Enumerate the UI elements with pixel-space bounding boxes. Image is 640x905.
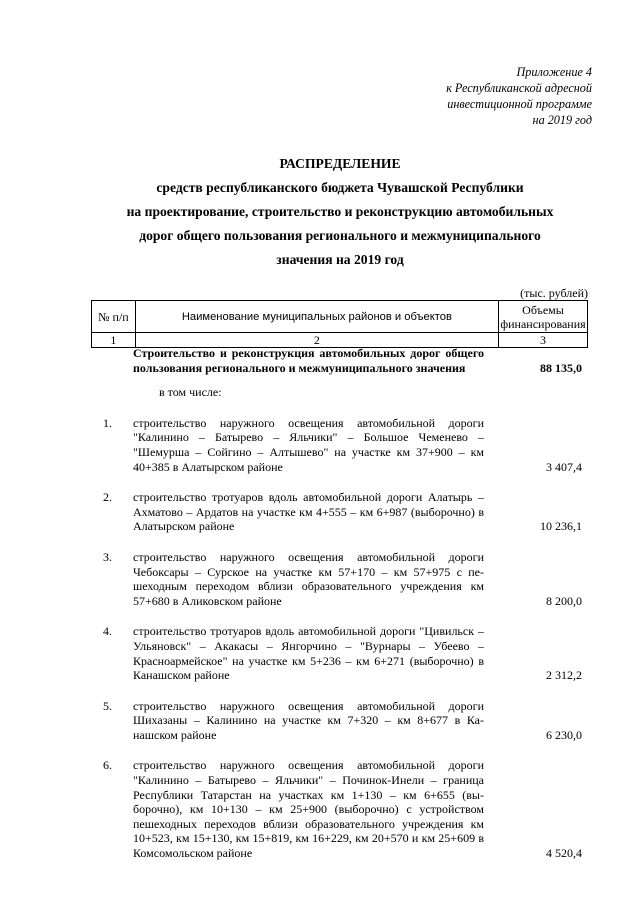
title-line: средств республиканского бюджета Чувашской Республики [156,180,524,195]
document-title [40,152,640,272]
header-num: № п/п [92,301,136,333]
row-value: 3 407,4 [546,459,582,474]
row-value: 8 200,0 [546,593,582,608]
appendix-note [380,64,592,128]
header-index: 2 [135,333,498,348]
row-value: 6 230,0 [546,727,582,742]
row-number: 1. [103,415,112,430]
title-line: значения на 2019 год [276,252,404,267]
row-number: 4. [103,624,112,639]
header-index: 3 [499,333,588,348]
title-line: на проектирование, строительство и реконструкцию автомобильных [126,204,554,219]
row-value: 2 312,2 [546,668,582,683]
row-name: строительство наружного освещения автомобильной дороги "Калинино – Батырево – Яльчики" – Починок-Инели – граница Республики Татарстан на участках км 1+130 – км 6+655 (выборочно), км 10+130 – км 25+900 (выборочно) с устройством пешеходных переходов вблизи образовательного учреждения км 10+523, км 15+130, км 15+819, км 16+229, км 20+570 и км 25+609 в Комсомольском районе [133,758,484,861]
row-number: 3. [103,549,112,564]
title-heading: РАСПРЕДЕЛЕНИЕ [279,156,401,171]
table-body [91,346,588,861]
row-name: строительство тротуаров вдоль автомобильной дороги "Цивильск – Ульяновск" – Акакасы – Янгорчино – "Вурнары – Убеево – Красноармейское" на участке км 5+236 – км 6+271 (выборочно) в Канашском районе [133,624,484,683]
row-name: строительство наружного освещения автомобильной дороги Чебоксары – Сурское на участке км 57+170 – км 57+975 с пешеходным переходом вблизи образовательного учреждения км 57+680 в Аликовском районе [133,549,484,608]
appendix-line: на 2019 год [532,113,592,127]
header-name: Наименование муниципальных районов и объектов [135,301,498,333]
row-number: 5. [103,698,112,713]
including-label: в том числе: [159,385,222,400]
row-value: 4 520,4 [546,846,582,861]
header-volume: Объемы финансирования [500,302,586,331]
appendix-line: к Республиканской адресной [446,81,592,95]
table-row [91,550,588,608]
table-header [91,300,588,348]
appendix-line: Приложение 4 [516,65,592,79]
title-line: дорог общего пользования регионального и межмуниципального [139,228,541,243]
units-label: (тыс. рублей) [520,286,588,300]
section-total: 88 135,0 [540,360,582,375]
row-name: строительство наружного освещения автомобильной дороги "Калинино – Батырево – Яльчики" – Большое Чеменево – "Шемурша – Сойгино – Алтышево" на участке км 37+900 – км 40+385 в Алатырском районе [133,415,484,474]
row-number: 2. [103,490,112,505]
row-name: строительство тротуаров вдоль автомобильной дороги Алатырь – Ахматово – Ардатов на участке км 4+555 – км 6+987 (выборочно) в Алатырском районе [133,490,484,534]
row-name: строительство наружного освещения автомобильной дороги Шихазаны – Калинино на участке км 7+320 – км 8+677 в Канашском районе [133,698,484,742]
table-row [91,416,588,474]
row-number: 6. [103,758,112,773]
table-row [91,624,588,682]
table-row [91,490,588,534]
table-row [91,699,588,743]
section-title: Строительство и реконструкция автомобильных дорог общего пользования регионального и межмуниципального значения [133,346,484,375]
table-row [91,758,588,860]
header-index: 1 [92,333,136,348]
row-value: 10 236,1 [540,519,582,534]
section-row [91,346,588,375]
appendix-line: инвестиционной программе [447,97,592,111]
